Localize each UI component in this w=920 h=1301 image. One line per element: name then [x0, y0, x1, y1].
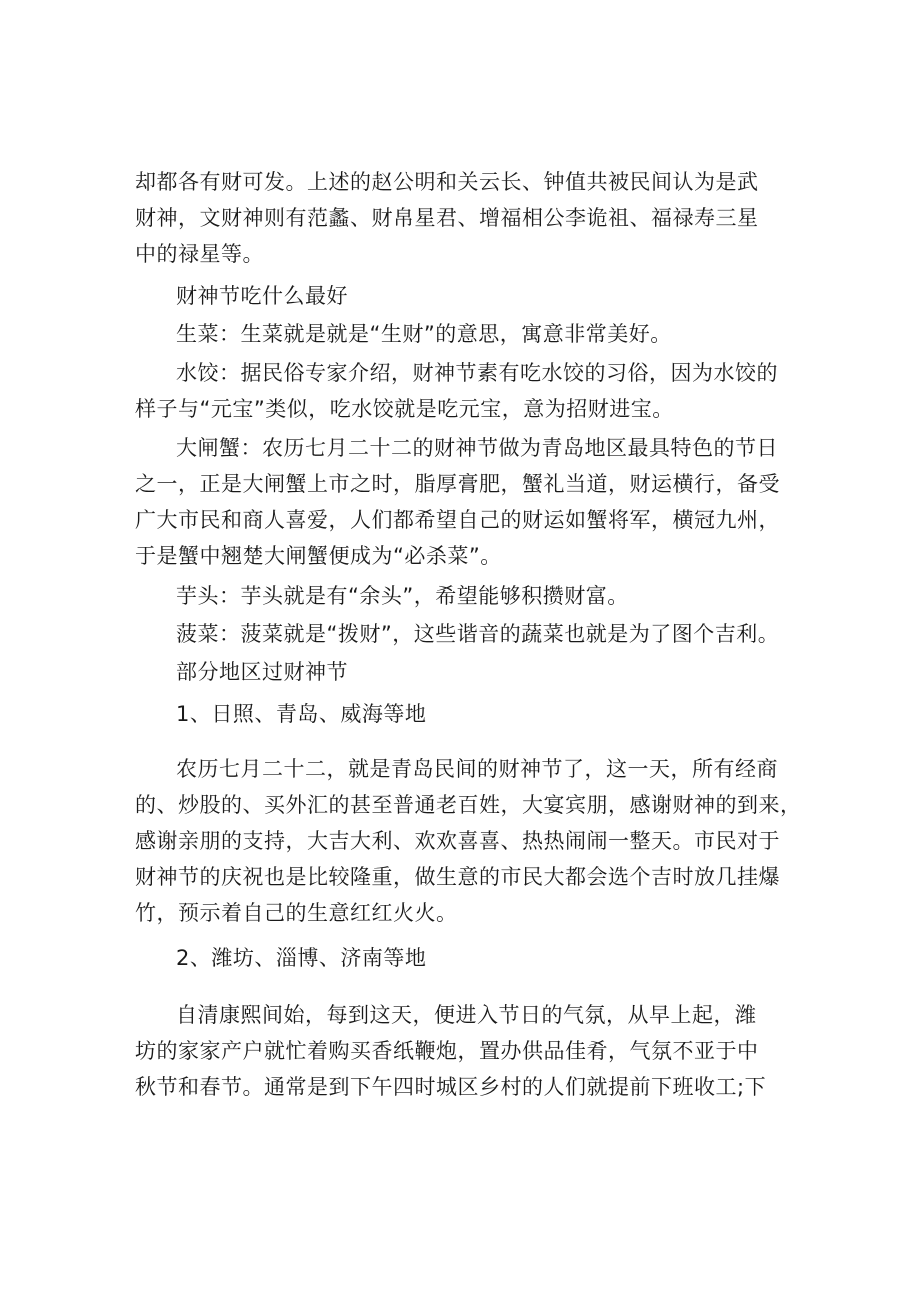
text-line: 自清康熙间始，每到这天，便进入节日的气氛，从早上起，潍 — [176, 1003, 757, 1027]
text-line: 农历七月二十二，就是青岛民间的财神节了，这一天，所有经商 — [176, 757, 778, 781]
text-line: 财神，文财神则有范蠡、财帛星君、增福相公李诡祖、福禄寿三星 — [135, 206, 759, 230]
text-line: 竹，预示着自己的生意红红火火。 — [135, 901, 458, 925]
text-line: 的、炒股的、买外汇的甚至普通老百姓，大宴宾朋，感谢财神的到来， — [135, 793, 802, 817]
text-line: 于是蟹中翘楚大闸蟹便成为“必杀菜”。 — [135, 544, 502, 568]
text-line: 样子与“元宝”类似，吃水饺就是吃元宝，意为招财进宝。 — [135, 397, 674, 421]
text-line: 中的禄星等。 — [135, 242, 264, 266]
text-line: 感谢亲朋的支持，大吉大利、欢欢喜喜、热热闹闹一整天。市民对于 — [135, 829, 780, 853]
section-heading: 财神节吃什么最好 — [176, 284, 348, 308]
text-line: 秋节和春节。通常是到下午四时城区乡村的人们就提前下班收工;下 — [135, 1075, 767, 1099]
text-line: 财神节的庆祝也是比较隆重，做生意的市民大都会选个吉时放几挂爆 — [135, 865, 780, 889]
subsection-heading: 1、日照、青岛、威海等地 — [176, 702, 427, 726]
text-line: 菠菜：菠菜就是“拨财”，这些谐音的蔬菜也就是为了图个吉利。 — [176, 622, 780, 646]
text-line: 水饺：据民俗专家介绍，财神节素有吃水饺的习俗，因为水饺的 — [176, 361, 778, 385]
text-line: 坊的家家产户就忙着购买香纸鞭炮，置办供品佳肴，气氛不亚于中 — [135, 1039, 759, 1063]
text-line: 之一，正是大闸蟹上市之时，脂厚膏肥，蟹礼当道，财运横行，备受 — [135, 472, 780, 496]
text-line: 广大市民和商人喜爱，人们都希望自己的财运如蟹将军，横冠九州， — [135, 508, 780, 532]
subsection-heading: 2、潍坊、淄博、济南等地 — [176, 946, 427, 970]
text-line: 生菜：生菜就是就是“生财”的意思，寓意非常美好。 — [176, 322, 672, 346]
text-line: 大闸蟹：农历七月二十二的财神节做为青岛地区最具特色的节日 — [176, 436, 778, 460]
text-line: 却都各有财可发。上述的赵公明和关云长、钟值共被民间认为是武 — [135, 170, 759, 194]
section-heading: 部分地区过财神节 — [176, 660, 348, 684]
text-line: 芋头：芋头就是有“余头”，希望能够积攒财富。 — [176, 584, 629, 608]
